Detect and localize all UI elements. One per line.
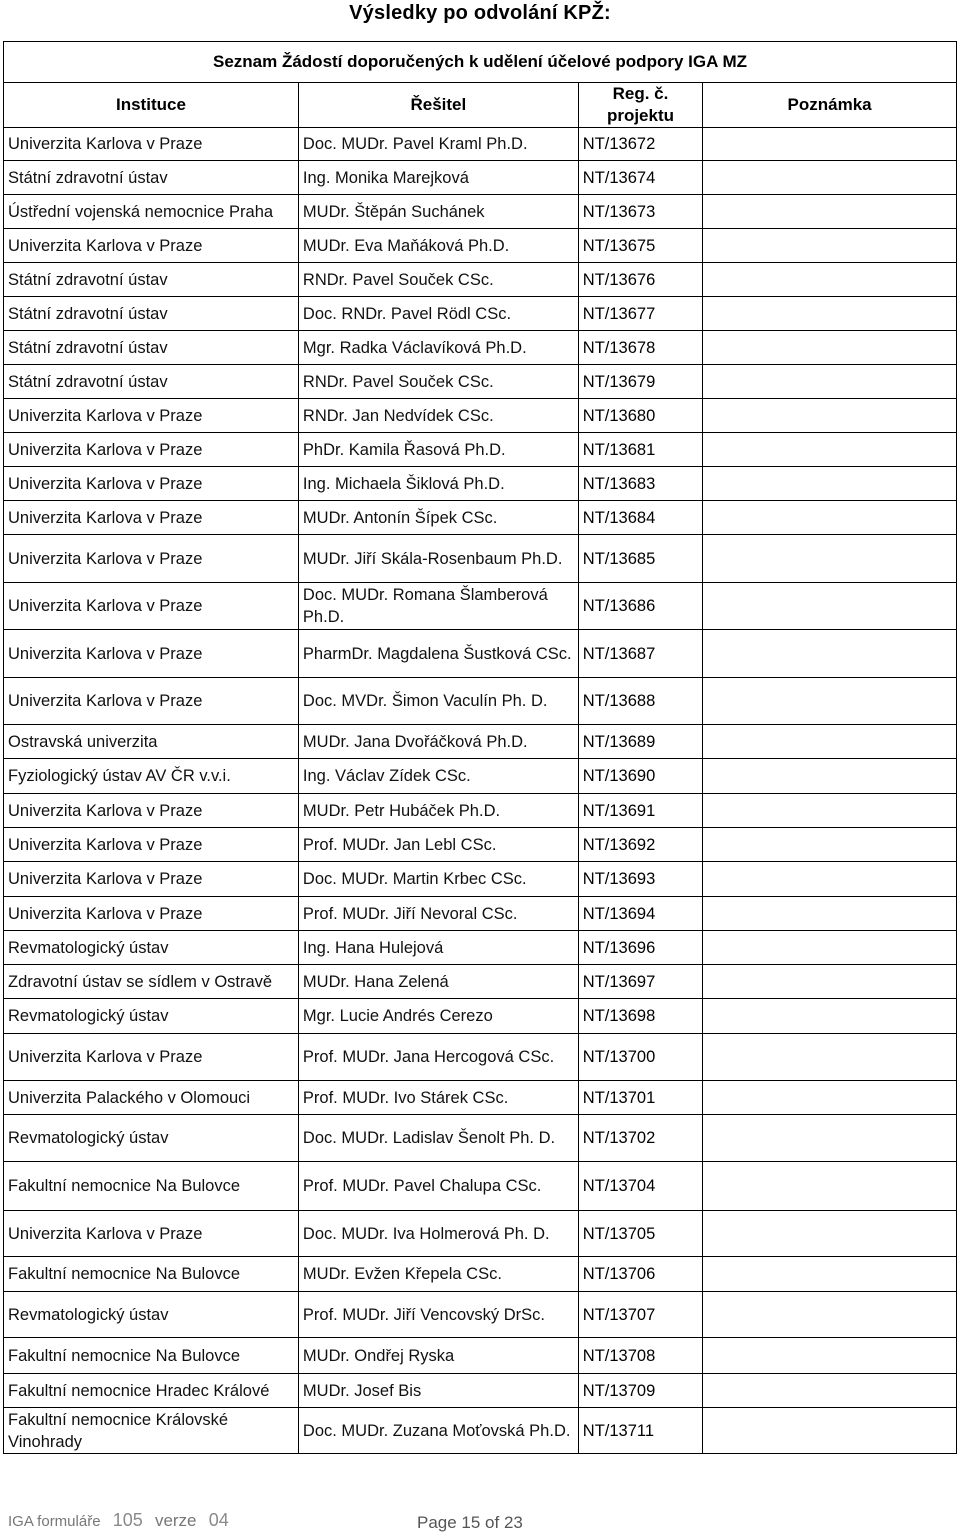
subtitle-row — [4, 42, 957, 83]
note-cell — [703, 535, 957, 583]
institution-cell: Fakultní nemocnice Na Bulovce — [4, 1338, 299, 1374]
table-row — [4, 433, 957, 467]
investigator-cell: Doc. MUDr. Zuzana Moťovská Ph.D. — [298, 1408, 578, 1454]
institution-cell: Ústřední vojenská nemocnice Praha — [4, 195, 299, 229]
investigator-cell: Doc. MVDr. Šimon Vaculín Ph. D. — [298, 678, 578, 725]
project-number-cell: NT/13678 — [578, 331, 702, 365]
project-number-cell: NT/13696 — [578, 931, 702, 965]
subtitle-text: Seznam Žádostí doporučených k udělení účelové podpory IGA MZ — [212, 52, 747, 71]
institution-cell: Fakultní nemocnice Na Bulovce — [4, 1257, 299, 1292]
investigator-cell: Prof. MUDr. Ivo Stárek CSc. — [298, 1081, 578, 1115]
note-cell — [703, 759, 957, 794]
table-row — [4, 1211, 957, 1257]
institution-cell: Státní zdravotní ústav — [4, 161, 299, 195]
investigator-cell: MUDr. Josef Bis — [298, 1374, 578, 1408]
investigator-cell: Doc. MUDr. Pavel Kraml Ph.D. — [298, 128, 578, 161]
footer-form-number: 105 — [112, 1510, 143, 1530]
note-cell — [703, 1374, 957, 1408]
note-cell — [703, 263, 957, 297]
note-cell — [703, 725, 957, 759]
footer-form-label: IGA formuláře — [8, 1513, 101, 1530]
project-number-cell: NT/13697 — [578, 965, 702, 999]
note-cell — [703, 862, 957, 897]
note-cell — [703, 931, 957, 965]
institution-cell: Státní zdravotní ústav — [4, 263, 299, 297]
table-row — [4, 1081, 957, 1115]
table-row — [4, 1292, 957, 1338]
investigator-cell: PhDr. Kamila Řasová Ph.D. — [298, 433, 578, 467]
project-number-cell: NT/13706 — [578, 1257, 702, 1292]
note-cell — [703, 195, 957, 229]
project-number-cell: NT/13676 — [578, 263, 702, 297]
note-cell — [703, 467, 957, 501]
institution-cell: Univerzita Karlova v Praze — [4, 433, 299, 467]
project-number-cell: NT/13711 — [578, 1408, 702, 1454]
investigator-cell: Prof. MUDr. Jana Hercogová CSc. — [298, 1034, 578, 1081]
investigator-cell: Prof. MUDr. Jiří Nevoral CSc. — [298, 897, 578, 931]
table-row — [4, 759, 957, 794]
project-number-cell: NT/13675 — [578, 229, 702, 263]
investigator-cell: Doc. MUDr. Martin Krbec CSc. — [298, 862, 578, 897]
investigator-cell: MUDr. Antonín Šípek CSc. — [298, 501, 578, 535]
project-number-cell: NT/13679 — [578, 365, 702, 399]
note-cell — [703, 297, 957, 331]
note-cell — [703, 1115, 957, 1162]
note-cell — [703, 583, 957, 630]
note-cell — [703, 678, 957, 725]
institution-cell: Fakultní nemocnice Královské Vinohrady — [4, 1408, 299, 1454]
note-cell — [703, 897, 957, 931]
results-table — [3, 41, 957, 1454]
note-cell — [703, 1338, 957, 1374]
note-cell — [703, 433, 957, 467]
header-institution: Instituce — [4, 83, 299, 128]
investigator-cell: Doc. MUDr. Romana Šlamberová Ph.D. — [298, 583, 578, 630]
institution-cell: Univerzita Karlova v Praze — [4, 828, 299, 862]
investigator-cell: Ing. Monika Marejková — [298, 161, 578, 195]
project-number-cell: NT/13674 — [578, 161, 702, 195]
table-row — [4, 630, 957, 678]
page-title: Výsledky po odvolání KPŽ: — [349, 2, 611, 24]
institution-cell: Revmatologický ústav — [4, 931, 299, 965]
investigator-cell: Prof. MUDr. Pavel Chalupa CSc. — [298, 1162, 578, 1211]
institution-cell: Univerzita Karlova v Praze — [4, 794, 299, 828]
table-body — [4, 128, 957, 1454]
institution-cell: Státní zdravotní ústav — [4, 331, 299, 365]
project-number-cell: NT/13677 — [578, 297, 702, 331]
project-number-cell: NT/13692 — [578, 828, 702, 862]
investigator-cell: Ing. Hana Hulejová — [298, 931, 578, 965]
table-row — [4, 999, 957, 1034]
institution-cell: Revmatologický ústav — [4, 1115, 299, 1162]
project-number-cell: NT/13700 — [578, 1034, 702, 1081]
institution-cell: Univerzita Karlova v Praze — [4, 897, 299, 931]
table-row — [4, 965, 957, 999]
institution-cell: Univerzita Karlova v Praze — [4, 128, 299, 161]
project-number-cell: NT/13683 — [578, 467, 702, 501]
institution-cell: Státní zdravotní ústav — [4, 365, 299, 399]
investigator-cell: Prof. MUDr. Jiří Vencovský DrSc. — [298, 1292, 578, 1338]
note-cell — [703, 1211, 957, 1257]
project-number-cell: NT/13708 — [578, 1338, 702, 1374]
project-number-cell: NT/13672 — [578, 128, 702, 161]
note-cell — [703, 365, 957, 399]
project-number-cell: NT/13686 — [578, 583, 702, 630]
note-cell — [703, 229, 957, 263]
table-row — [4, 263, 957, 297]
project-number-cell: NT/13689 — [578, 725, 702, 759]
note-cell — [703, 1292, 957, 1338]
project-number-cell: NT/13685 — [578, 535, 702, 583]
institution-cell: Univerzita Karlova v Praze — [4, 399, 299, 433]
header-note: Poznámka — [703, 83, 957, 128]
investigator-cell: MUDr. Petr Hubáček Ph.D. — [298, 794, 578, 828]
project-number-cell: NT/13687 — [578, 630, 702, 678]
institution-cell: Univerzita Karlova v Praze — [4, 630, 299, 678]
note-cell — [703, 1081, 957, 1115]
investigator-cell: Prof. MUDr. Jan Lebl CSc. — [298, 828, 578, 862]
table-row — [4, 583, 957, 630]
institution-cell: Univerzita Karlova v Praze — [4, 862, 299, 897]
table-row — [4, 297, 957, 331]
table-row — [4, 331, 957, 365]
table-row — [4, 128, 957, 161]
investigator-cell: Ing. Václav Zídek CSc. — [298, 759, 578, 794]
investigator-cell: Doc. MUDr. Iva Holmerová Ph. D. — [298, 1211, 578, 1257]
project-number-cell: NT/13701 — [578, 1081, 702, 1115]
header-project-no: Reg. č. projektu — [578, 83, 702, 128]
investigator-cell: MUDr. Hana Zelená — [298, 965, 578, 999]
project-number-cell: NT/13698 — [578, 999, 702, 1034]
institution-cell: Státní zdravotní ústav — [4, 297, 299, 331]
institution-cell: Univerzita Karlova v Praze — [4, 467, 299, 501]
table-row — [4, 725, 957, 759]
note-cell — [703, 1408, 957, 1454]
table-row — [4, 1115, 957, 1162]
investigator-cell: PharmDr. Magdalena Šustková CSc. — [298, 630, 578, 678]
table-row — [4, 1374, 957, 1408]
investigator-cell: Doc. MUDr. Ladislav Šenolt Ph. D. — [298, 1115, 578, 1162]
table-row — [4, 365, 957, 399]
table-row — [4, 678, 957, 725]
institution-cell: Revmatologický ústav — [4, 1292, 299, 1338]
institution-cell: Ostravská univerzita — [4, 725, 299, 759]
institution-cell: Fakultní nemocnice Na Bulovce — [4, 1162, 299, 1211]
investigator-cell: MUDr. Štěpán Suchánek — [298, 195, 578, 229]
investigator-cell: Ing. Michaela Šiklová Ph.D. — [298, 467, 578, 501]
table-row — [4, 828, 957, 862]
project-number-cell: NT/13705 — [578, 1211, 702, 1257]
table-row — [4, 195, 957, 229]
investigator-cell: MUDr. Jiří Skála-Rosenbaum Ph.D. — [298, 535, 578, 583]
project-number-cell: NT/13707 — [578, 1292, 702, 1338]
note-cell — [703, 1162, 957, 1211]
project-number-cell: NT/13680 — [578, 399, 702, 433]
table-row — [4, 535, 957, 583]
table-row — [4, 229, 957, 263]
institution-cell: Univerzita Karlova v Praze — [4, 1211, 299, 1257]
table-row — [4, 862, 957, 897]
footer-version-number: 04 — [208, 1510, 229, 1530]
header-investigator: Řešitel — [298, 83, 578, 128]
table-row — [4, 161, 957, 195]
note-cell — [703, 161, 957, 195]
institution-cell: Revmatologický ústav — [4, 999, 299, 1034]
institution-cell: Univerzita Karlova v Praze — [4, 535, 299, 583]
table-subtitle — [4, 42, 957, 83]
table-row — [4, 1034, 957, 1081]
project-number-cell: NT/13681 — [578, 433, 702, 467]
table-row — [4, 1257, 957, 1292]
table-row — [4, 794, 957, 828]
footer — [8, 1510, 237, 1531]
investigator-cell: MUDr. Evžen Křepela CSc. — [298, 1257, 578, 1292]
investigator-cell: RNDr. Pavel Souček CSc. — [298, 365, 578, 399]
investigator-cell: Doc. RNDr. Pavel Rödl CSc. — [298, 297, 578, 331]
institution-cell: Univerzita Karlova v Praze — [4, 501, 299, 535]
investigator-cell: MUDr. Jana Dvořáčková Ph.D. — [298, 725, 578, 759]
page-number: Page 15 of 23 — [417, 1513, 523, 1532]
note-cell — [703, 1257, 957, 1292]
project-number-cell: NT/13702 — [578, 1115, 702, 1162]
note-cell — [703, 965, 957, 999]
institution-cell: Univerzita Karlova v Praze — [4, 583, 299, 630]
investigator-cell: RNDr. Pavel Souček CSc. — [298, 263, 578, 297]
investigator-cell: MUDr. Eva Maňáková Ph.D. — [298, 229, 578, 263]
project-number-cell: NT/13684 — [578, 501, 702, 535]
table-row — [4, 1408, 957, 1454]
investigator-cell: RNDr. Jan Nedvídek CSc. — [298, 399, 578, 433]
institution-cell: Univerzita Karlova v Praze — [4, 1034, 299, 1081]
note-cell — [703, 630, 957, 678]
header-row — [4, 83, 957, 128]
note-cell — [703, 331, 957, 365]
table-row — [4, 897, 957, 931]
table-row — [4, 931, 957, 965]
project-number-cell: NT/13704 — [578, 1162, 702, 1211]
institution-cell: Univerzita Karlova v Praze — [4, 229, 299, 263]
note-cell — [703, 1034, 957, 1081]
institution-cell: Zdravotní ústav se sídlem v Ostravě — [4, 965, 299, 999]
note-cell — [703, 501, 957, 535]
project-number-cell: NT/13693 — [578, 862, 702, 897]
footer-version-label: verze — [154, 1511, 197, 1530]
note-cell — [703, 828, 957, 862]
institution-cell: Univerzita Palackého v Olomouci — [4, 1081, 299, 1115]
table-row — [4, 1162, 957, 1211]
note-cell — [703, 399, 957, 433]
note-cell — [703, 999, 957, 1034]
institution-cell: Univerzita Karlova v Praze — [4, 678, 299, 725]
institution-cell: Fyziologický ústav AV ČR v.v.i. — [4, 759, 299, 794]
table-row — [4, 1338, 957, 1374]
note-cell — [703, 128, 957, 161]
investigator-cell: Mgr. Lucie Andrés Cerezo — [298, 999, 578, 1034]
table-row — [4, 501, 957, 535]
project-number-cell: NT/13673 — [578, 195, 702, 229]
note-cell — [703, 794, 957, 828]
investigator-cell: Mgr. Radka Václavíková Ph.D. — [298, 331, 578, 365]
project-number-cell: NT/13694 — [578, 897, 702, 931]
project-number-cell: NT/13690 — [578, 759, 702, 794]
institution-cell: Fakultní nemocnice Hradec Králové — [4, 1374, 299, 1408]
project-number-cell: NT/13688 — [578, 678, 702, 725]
project-number-cell: NT/13709 — [578, 1374, 702, 1408]
table-row — [4, 467, 957, 501]
investigator-cell: MUDr. Ondřej Ryska — [298, 1338, 578, 1374]
project-number-cell: NT/13691 — [578, 794, 702, 828]
table-row — [4, 399, 957, 433]
